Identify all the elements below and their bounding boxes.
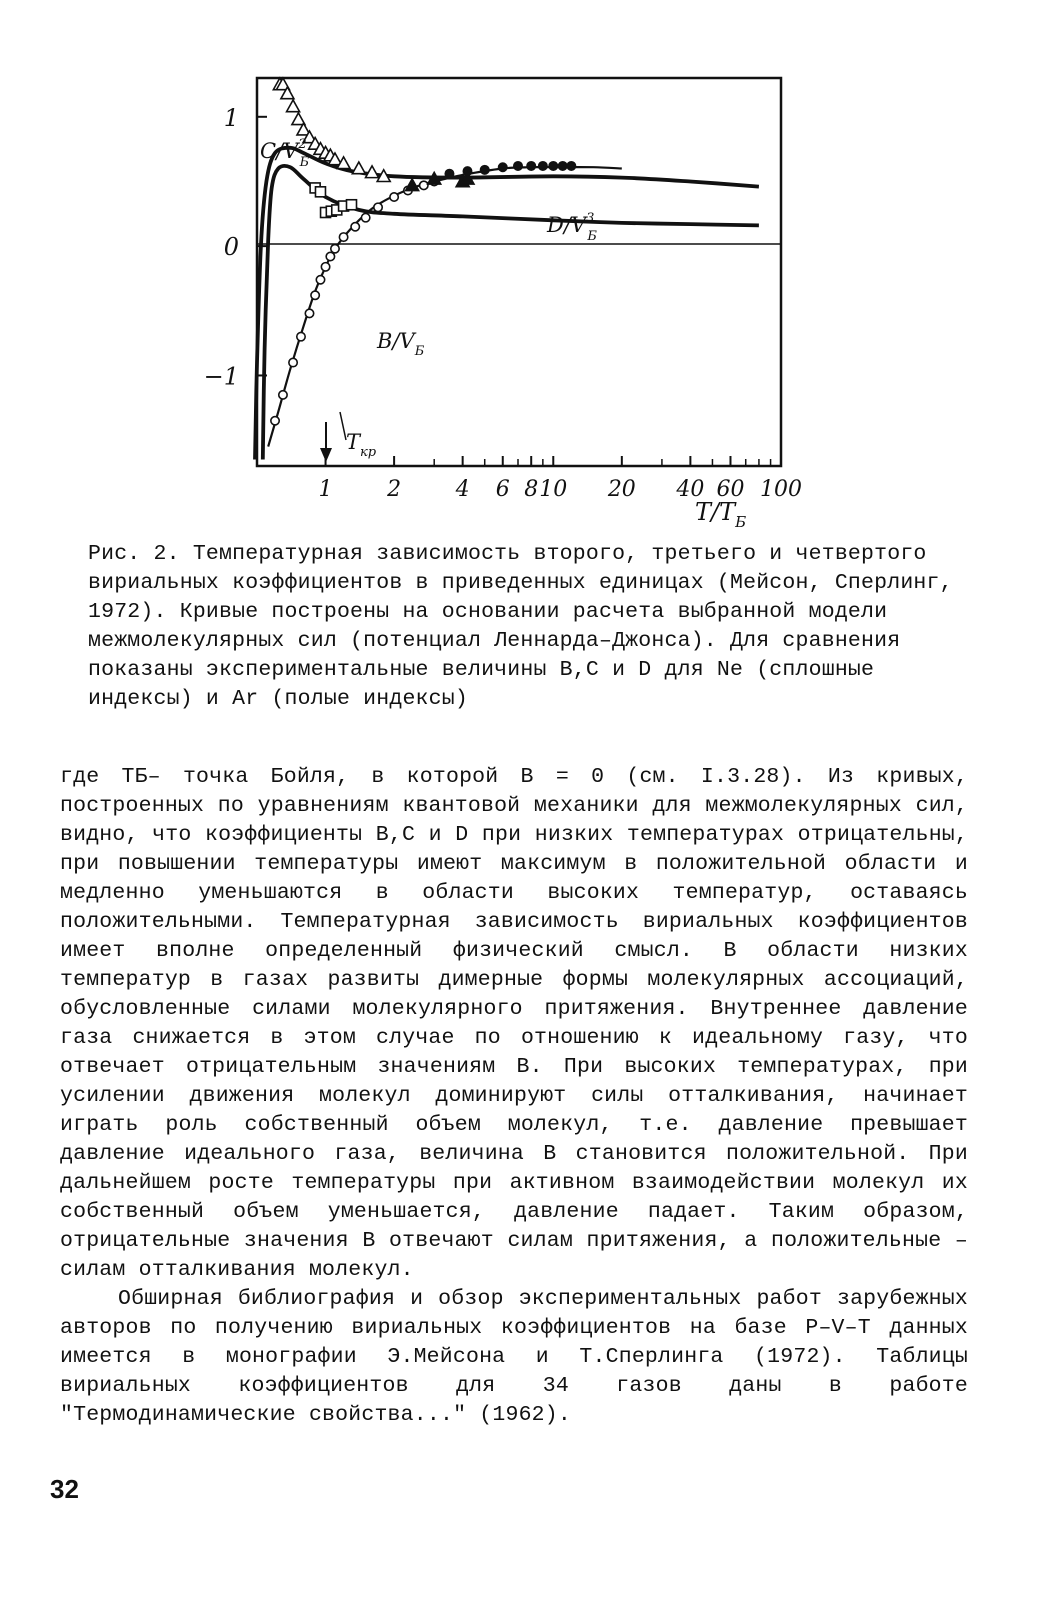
data-point-circle <box>539 162 547 170</box>
curve-label-tkr: $T_{кр}$ <box>346 430 377 460</box>
curve-label-sup: 2 <box>298 137 307 152</box>
curve-label-b: $B/V_Б$ <box>377 329 425 359</box>
curve-label-c: $C/V^2$ Б <box>260 137 310 170</box>
curve-label-sub: Б <box>587 229 597 244</box>
data-point-circle <box>297 332 305 340</box>
data-point-circle <box>326 252 334 260</box>
curve-label-sub: кр <box>360 445 377 460</box>
data-point-circle <box>321 263 329 271</box>
markers <box>271 78 576 425</box>
data-point-circle <box>549 162 557 170</box>
curve-label-sub: Б <box>299 155 310 170</box>
paragraph-1: где ТБ– точка Бойля, в которой В = 0 (см. I.3.28). Из кривых, построенных по уравнениям квантовой механики для межмолекулярных сил, видно, что коэффициенты В,С и D при низких температурах отрицательны, при повышении температуры имеют максимум в положительной области и медленно уменьшаются в области высоких температур, оставаясь положительными. Температурная зависимость вириальных коэффициентов имеет вполне определенный физический смысл. В области низких температур в газах развиты димерные формы молекулярных ассоциаций, обусловленные силами молекулярного притяжения. Внутреннее давление газа снижается в этом случае по отношению к идеальному газу, что отвечает отрицательным значениям В. При высоких температурах, при усилении движения молекул доминируют силы отталкивания, начинает играть роль собственный объем молекул, т.е. давление превышает давление идеального газа, величина В становится положительной. При дальнейшем росте температуры при активном взаимодействии молекул их собственный объем уменьшается, давление падает. Таким образом, отрицательные значения В отвечают силам притяжения, а положительные – силам отталкивания молекул. <box>60 765 968 1282</box>
curves <box>255 148 759 460</box>
x-tick-label: 60 <box>716 477 745 502</box>
figure <box>0 0 1042 540</box>
x-tick-label: 10 <box>539 477 568 502</box>
data-point-circle <box>420 181 428 189</box>
data-point-triangle <box>352 162 365 174</box>
data-point-triangle <box>287 100 300 112</box>
x-tick-label: 8 <box>524 477 539 502</box>
data-point-circle <box>316 276 324 284</box>
paragraph-2: Обширная библиография и обзор экспериментальных работ зарубежных авторов по получению вириальных коэффициентов на базе P–V–T данных имеется в монографии Э.Мейсона и Т.Сперлинга (1972). Таблицы вириальных коэффициентов для 34 газов даны в работе "Термодинамические свойства..." (1962). <box>60 1287 968 1427</box>
page-number: 32 <box>50 1474 79 1504</box>
data-point-circle <box>351 223 359 231</box>
y-tick-label: 1 <box>223 103 239 132</box>
y-tick-label: −1 <box>203 362 239 391</box>
data-point-circle <box>374 203 382 211</box>
data-point-square <box>315 187 325 197</box>
data-point-circle <box>527 162 535 170</box>
data-point-circle <box>390 193 398 201</box>
data-point-circle <box>559 162 567 170</box>
x-tick-label: 40 <box>676 477 705 502</box>
tkr-leader <box>340 412 346 440</box>
x-tick-label: 4 <box>455 477 470 502</box>
data-point-circle <box>271 417 279 425</box>
data-point-triangle <box>406 179 419 191</box>
data-point-circle <box>339 233 347 241</box>
data-point-circle <box>481 166 489 174</box>
x-tick-label: 2 <box>387 477 402 502</box>
c-curve <box>255 148 759 460</box>
curve-label-d: $D/V^3$ Б <box>547 211 597 244</box>
data-point-triangle <box>366 166 379 178</box>
tkr-arrow-head <box>320 448 332 462</box>
data-point-circle <box>445 170 453 178</box>
data-point-circle <box>331 245 339 253</box>
body-text <box>60 763 968 1430</box>
x-tick-label: 20 <box>607 477 636 502</box>
figure-caption: Рис. 2. Температурная зависимость второго, третьего и четвертого вириальных коэффициентов в приведенных единицах (Мейсон, Сперлинг, 1972). Кривые построены на основании расчета выбранной модели межмолекулярных сил (потенциал Леннарда–Джонса). Для сравнения показаны экспериментальные величины В,С и D для Ne (сплошные индексы) и Ar (полые индексы) <box>88 542 953 711</box>
x-axis-label: $T/Т_Б$ <box>695 498 747 531</box>
data-point-circle <box>499 163 507 171</box>
data-point-circle <box>514 162 522 170</box>
data-point-circle <box>311 291 319 299</box>
x-tick-label: 100 <box>760 477 802 502</box>
plot-frame <box>257 78 781 466</box>
data-point-circle <box>279 391 287 399</box>
data-point-circle <box>361 213 369 221</box>
data-point-circle <box>289 358 297 366</box>
curve-label-sup: 3 <box>586 211 595 226</box>
y-tick-label: 0 <box>223 233 239 262</box>
x-tick-label: 6 <box>495 477 510 502</box>
data-point-circle <box>305 309 313 317</box>
data-point-circle <box>567 162 575 170</box>
x-axis-label-sub: Б <box>735 513 747 531</box>
curve-label-sub: Б <box>414 344 425 359</box>
data-point-square <box>346 200 356 210</box>
x-tick-label: 1 <box>318 477 333 502</box>
